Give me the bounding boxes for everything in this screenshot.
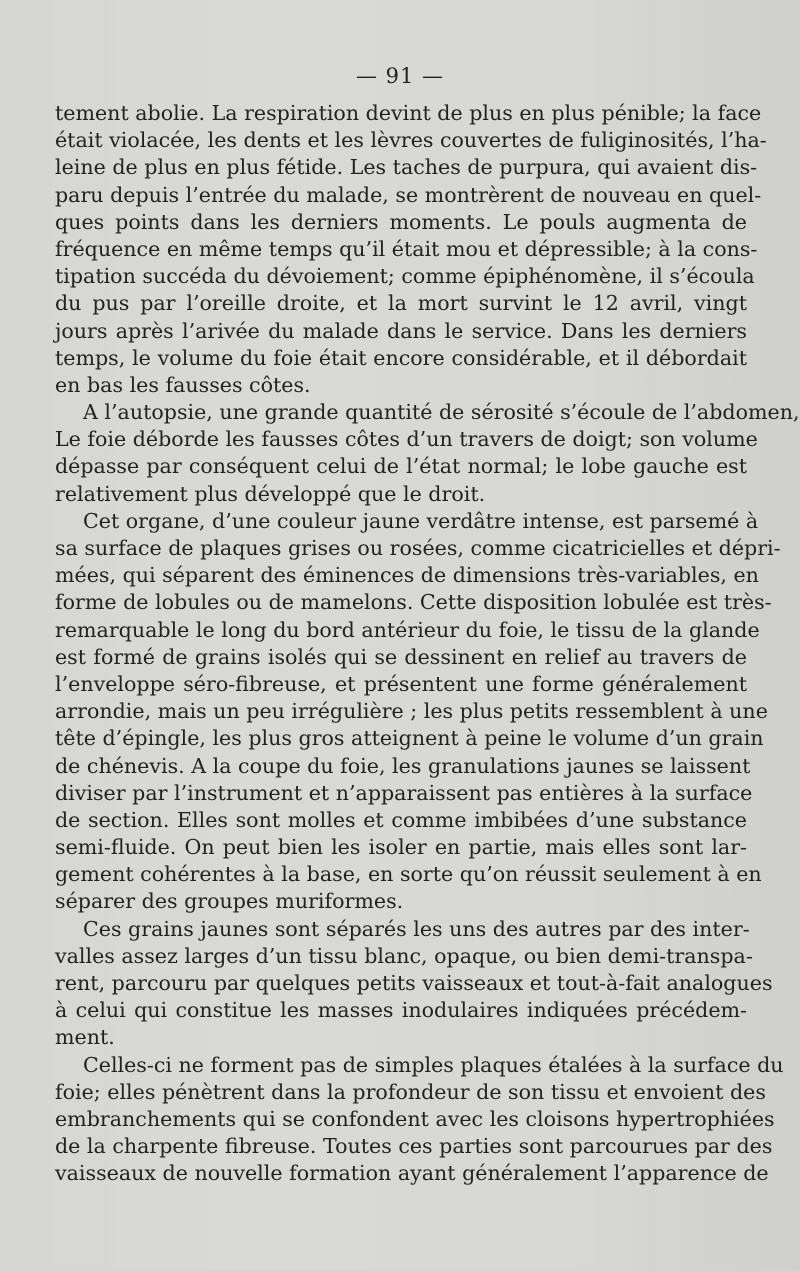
text-line: de la charpente fibreuse. Toutes ces parties sont parcourues par des bbox=[55, 1134, 773, 1159]
page-number: — 91 — bbox=[355, 64, 445, 88]
text-line: tête d’épingle, les plus gros atteignent à peine le volume d’un grain bbox=[55, 726, 764, 751]
text-line: remarquable le long du bord antérieur du foie, le tissu de la glande bbox=[55, 617, 760, 642]
text-line: relativement plus développé que le droit. bbox=[55, 481, 486, 506]
text-line: fréquence en même temps qu’il était mou et dépressible; à la cons- bbox=[55, 236, 758, 261]
paragraph-4 bbox=[55, 916, 773, 1052]
text-line: vaisseaux de nouvelle formation ayant généralement l’apparence de bbox=[55, 1161, 769, 1186]
text-line: valles assez larges d’un tissu blanc, opaque, ou bien demi-transpa- bbox=[55, 943, 753, 968]
text-line: semi-fluide. On peut bien les isoler en partie, mais elles sont lar- bbox=[55, 835, 747, 860]
text-line: Ces grains jaunes sont séparés les uns des autres par des inter- bbox=[83, 916, 750, 941]
text-line: A l’autopsie, une grande quantité de sérosité s’écoule de l’abdomen, bbox=[83, 400, 800, 425]
paragraph-5 bbox=[55, 1052, 784, 1188]
text-line: paru depuis l’entrée du malade, se montrèrent de nouveau en quel- bbox=[55, 182, 762, 207]
text-line: est formé de grains isolés qui se dessinent en relief au travers de bbox=[55, 644, 747, 669]
text-line: leine de plus en plus fétide. Les taches de purpura, qui avaient dis- bbox=[55, 155, 758, 180]
text-line: diviser par l’instrument et n’apparaissent pas entières à la surface bbox=[55, 780, 753, 805]
text-line: Le foie déborde les fausses côtes d’un travers de doigt; son volume bbox=[55, 427, 758, 452]
text-line: Cet organe, d’une couleur jaune verdâtre intense, est parsemé à bbox=[83, 508, 759, 533]
text-line: de section. Elles sont molles et comme imbibées d’une substance bbox=[55, 807, 747, 832]
text-line: à celui qui constitue les masses inodulaires indiquées précédem- bbox=[55, 998, 747, 1023]
text-line: mées, qui séparent des éminences de dimensions très-variables, en bbox=[55, 563, 759, 588]
paragraph-3 bbox=[55, 508, 781, 916]
text-line: ques points dans les derniers moments. Le pouls augmenta de bbox=[55, 209, 747, 234]
text-line: foie; elles pénètrent dans la profondeur de son tissu et envoient des bbox=[55, 1079, 766, 1104]
text-line: l’enveloppe séro-fibreuse, et présentent une forme généralement bbox=[55, 671, 747, 696]
text-line: ment. bbox=[55, 1025, 115, 1050]
text-line: de chénevis. A la coupe du foie, les granulations jaunes se laissent bbox=[55, 753, 751, 778]
text-line: était violacée, les dents et les lèvres couvertes de fuliginosités, l’ha- bbox=[55, 128, 767, 153]
text-line: jours après l’arivée du malade dans le service. Dans les derniers bbox=[55, 318, 747, 343]
text-line: forme de lobules ou de mamelons. Cette disposition lobulée est très- bbox=[55, 590, 772, 615]
text-line: rent, parcouru par quelques petits vaisseaux et tout-à-fait analogues bbox=[55, 971, 773, 995]
text-line: temps, le volume du foie était encore considérable, et il débordait bbox=[55, 345, 747, 370]
text-line: tement abolie. La respiration devint de plus en plus pénible; la face bbox=[55, 101, 762, 125]
text-line: séparer des groupes muriformes. bbox=[55, 889, 404, 914]
text-line: sa surface de plaques grises ou rosées, comme cicatricielles et dépri- bbox=[55, 536, 781, 560]
text-line: tipation succéda du dévoiement; comme épiphénomène, il s’écoula bbox=[55, 264, 755, 289]
paragraph-2 bbox=[55, 399, 800, 508]
text-line: arrondie, mais un peu irrégulière ; les plus petits ressemblent à une bbox=[55, 699, 768, 724]
text-line: embranchements qui se confondent avec les cloisons hypertrophiées bbox=[55, 1106, 775, 1131]
text-line: en bas les fausses côtes. bbox=[55, 372, 311, 397]
paragraph-1 bbox=[55, 100, 767, 399]
text-line: gement cohérentes à la base, en sorte qu’on réussit seulement à en bbox=[55, 862, 762, 887]
text-line: Celles-ci ne forment pas de simples plaques étalées à la surface du bbox=[83, 1052, 784, 1077]
text-line: dépasse par conséquent celui de l’état normal; le lobe gauche est bbox=[55, 454, 747, 479]
body-text bbox=[55, 100, 800, 1188]
text-line: du pus par l’oreille droite, et la mort survint le 12 avril, vingt bbox=[55, 291, 747, 316]
